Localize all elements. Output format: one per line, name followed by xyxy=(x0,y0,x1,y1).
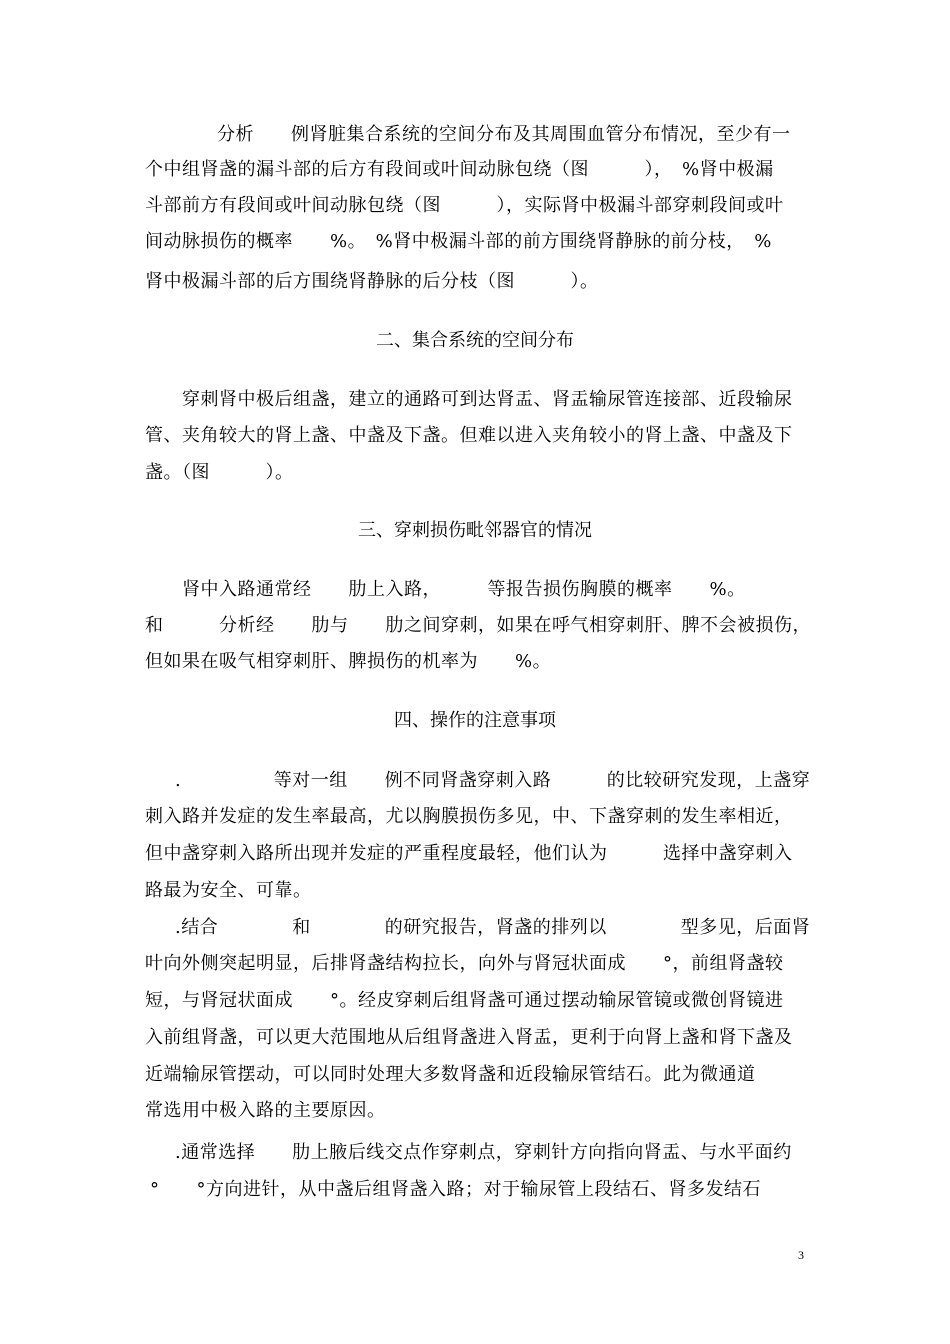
para1-line-1: 分析 例肾脏集合系统的空间分布及其周围血管分布情况，至少有一 xyxy=(217,124,791,145)
para6-line-2: ° °方向进针，从中盏后组肾盏入路；对于输尿管上段结石、肾多发结石 xyxy=(150,1179,761,1200)
para5-line-1: .结合 和 的研究报告，肾盏的排列以 型多见，后面肾 xyxy=(175,917,811,938)
para5-line-3: 短，与肾冠状面成 °。经皮穿刺后组肾盏可通过摆动输尿管镜或微创肾镜进 xyxy=(145,990,784,1011)
para2-line-2: 管、夹角较大的肾上盏、中盏及下盏。但难以进入夹角较小的肾上盏、中盏及下 xyxy=(145,425,793,446)
para5-line-6: 常选用中极入路的主要原因。 xyxy=(145,1100,386,1121)
para3-line-1: 肾中入路通常经 肋上入路， 等报告损伤胸膜的概率 %。 xyxy=(182,579,746,600)
para5-line-4: 入前组肾盏，可以更大范围地从后组肾盏进入肾盂，更利于向肾上盏和肾下盏及 xyxy=(145,1027,793,1048)
section-heading-3: 三、穿刺损伤毗邻器官的情况 xyxy=(358,520,592,541)
section-heading-2: 二、集合系统的空间分布 xyxy=(376,330,574,351)
para1-line-4: 间动脉损伤的概率 %。 %肾中极漏斗部的前方围绕肾静脉的前分枝， % xyxy=(145,231,772,252)
para4-line-3: 但中盏穿刺入路所出现并发症的严重程度最轻，他们认为 选择中盏穿刺入 xyxy=(145,843,793,864)
para2-line-1: 穿刺肾中极后组盏，建立的通路可到达肾盂、肾盂输尿管连接部、近段输尿 xyxy=(182,389,793,410)
para3-line-2: 和 分析经 肋与 肋之间穿刺，如果在呼气相穿刺肝、脾不会被损伤， xyxy=(145,615,811,636)
para4-line-1: . 等对一组 例不同肾盏穿刺入路 的比较研究发现，上盏穿 xyxy=(175,770,811,791)
para1-line-5: 肾中极漏斗部的后方围绕肾静脉的后分枝（图 ）。 xyxy=(145,271,599,292)
page-number: 3 xyxy=(798,1248,804,1262)
para4-line-4: 路最为安全、可靠。 xyxy=(145,880,312,901)
section-heading-4: 四、操作的注意事项 xyxy=(394,710,556,731)
para1-line-3: 斗部前方有段间或叶间动脉包绕（图 ），实际肾中极漏斗部穿刺段间或叶 xyxy=(145,195,784,216)
para1-line-2: 个中组肾盏的漏斗部的后方有段间或叶间动脉包绕（图 ）， %肾中极漏 xyxy=(145,159,774,180)
para6-line-1: .通常选择 肋上腋后线交点作穿刺点，穿刺针方向指向肾盂、与水平面约 xyxy=(175,1142,792,1163)
para3-line-3: 但如果在吸气相穿刺肝、脾损伤的机率为 %。 xyxy=(145,651,552,672)
para2-line-3: 盏。（图 ）。 xyxy=(145,462,294,483)
para5-line-5: 近端输尿管摆动，可以同时处理大多数肾盏和近段输尿管结石。此为微通道 xyxy=(145,1064,756,1085)
para5-line-2: 叶向外侧突起明显，后排肾盏结构拉长，向外与肾冠状面成 °，前组肾盏较 xyxy=(145,953,784,974)
para4-line-2: 刺入路并发症的发生率最高，尤以胸膜损伤多见，中、下盏穿刺的发生率相近， xyxy=(145,806,793,827)
